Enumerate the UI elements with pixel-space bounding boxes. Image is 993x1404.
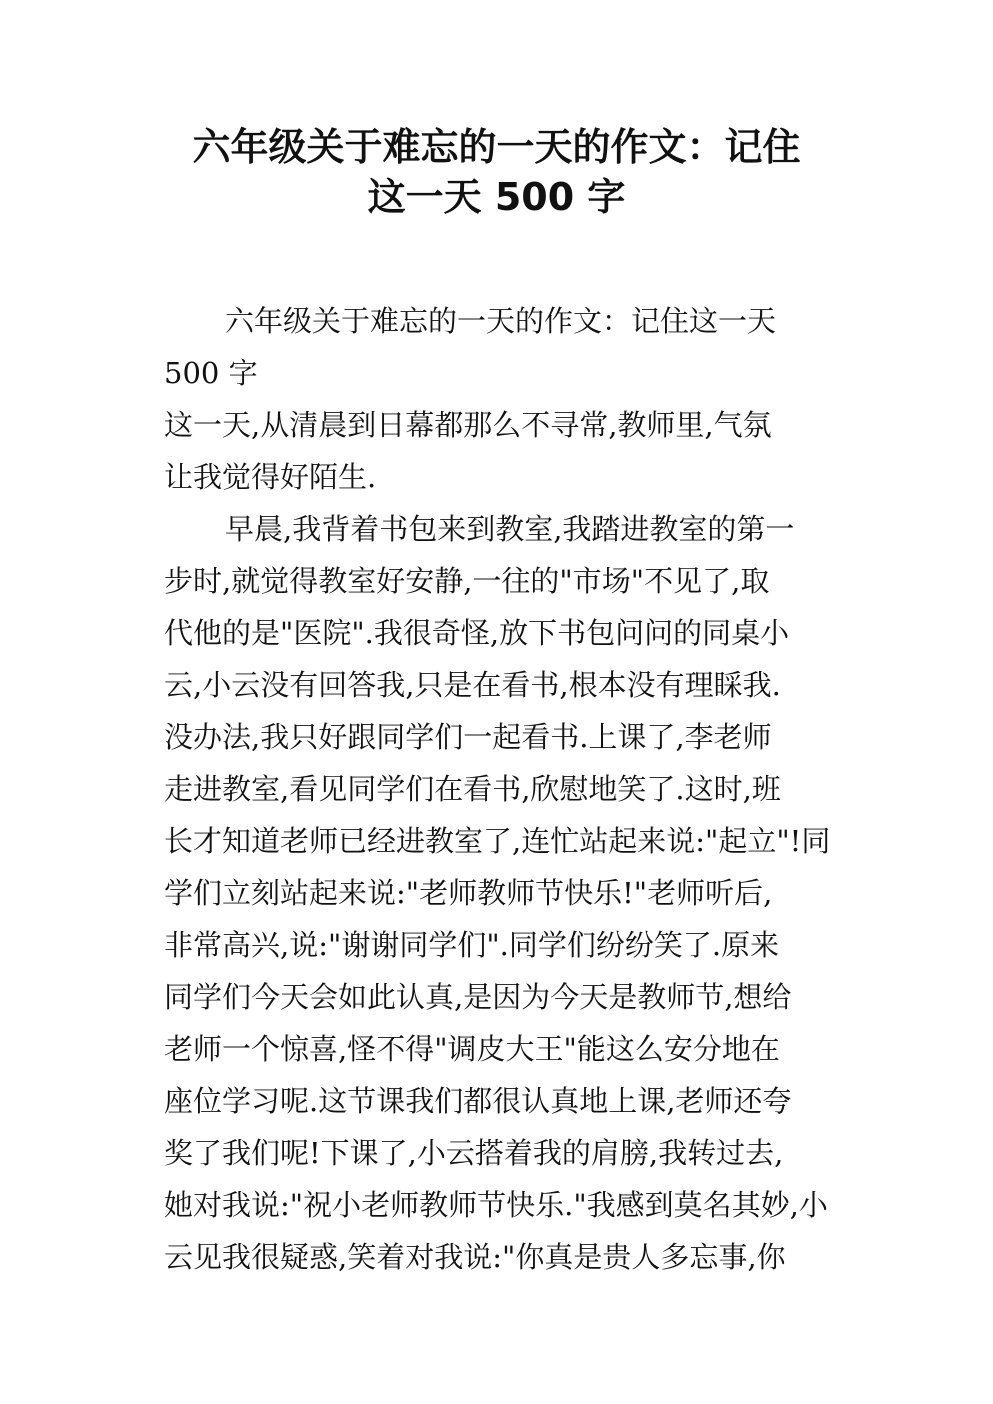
- body-line-8: 云,小云没有回答我,只是在看书,根本没有理睬我.: [164, 668, 781, 702]
- body-line-3: 这一天,从清晨到日幕都那么不寻常,教师里,气氛: [164, 408, 772, 442]
- document-title-line-2: 这一天 500 字: [367, 175, 626, 219]
- body-line-18: 她对我说:"祝小老师教师节快乐."我感到莫名其妙,小: [164, 1188, 828, 1222]
- body-line-15: 老师一个惊喜,怪不得"调皮大王"能这么安分地在: [164, 1032, 780, 1066]
- body-line-12: 学们立刻站起来说:"老师教师节快乐!"老师听后,: [164, 876, 773, 910]
- body-line-17: 奖了我们呢!下课了,小云搭着我的肩膀,我转过去,: [164, 1136, 784, 1170]
- body-line-2: 500 字: [164, 356, 258, 390]
- body-line-9: 没办法,我只好跟同学们一起看书.上课了,李老师: [164, 720, 772, 754]
- body-line-6: 步时,就觉得教室好安静,一往的"市场"不见了,取: [164, 564, 770, 598]
- body-line-16: 座位学习呢.这节课我们都很认真地上课,老师还夸: [164, 1084, 792, 1118]
- body-line-1: 六年级关于难忘的一天的作文：记住这一天: [225, 304, 777, 338]
- body-line-11: 长才知道老师已经进教室了,连忙站起来说:"起立"!同: [164, 824, 831, 858]
- body-line-14: 同学们今天会如此认真,是因为今天是教师节,想给: [164, 980, 792, 1014]
- body-line-7: 代他的是"医院".我很奇怪,放下书包问问的同桌小: [164, 616, 790, 650]
- body-line-10: 走进教室,看见同学们在看书,欣慰地笑了.这时,班: [164, 772, 781, 806]
- body-line-13: 非常高兴,说:"谢谢同学们".同学们纷纷笑了.原来: [164, 928, 780, 962]
- body-line-5: 早晨,我背着书包来到教室,我踏进教室的第一: [225, 512, 795, 546]
- document-title-line-1: 六年级关于难忘的一天的作文：记住: [192, 125, 801, 169]
- body-line-4: 让我觉得好陌生.: [164, 460, 377, 494]
- body-line-19: 云见我很疑惑,笑着对我说:"你真是贵人多忘事,你: [164, 1240, 786, 1274]
